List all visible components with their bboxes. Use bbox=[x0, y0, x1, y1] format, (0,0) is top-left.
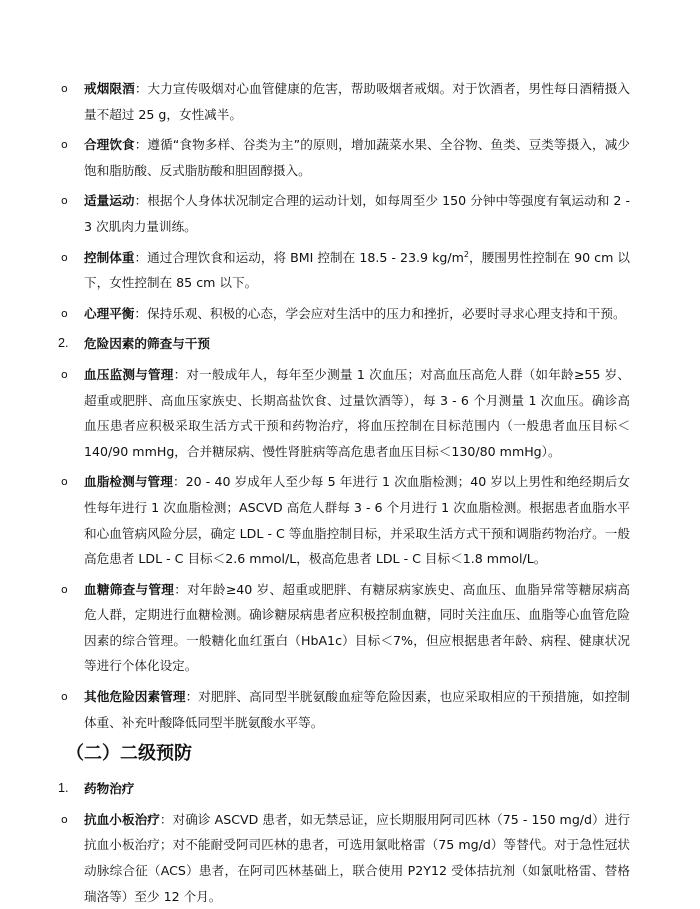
hollow-circle-icon: o bbox=[61, 582, 68, 596]
numbered-heading-text: 危险因素的筛查与干预 bbox=[84, 336, 210, 352]
item-text: ：对确诊 ASCVD 患者，如无禁忌证，应长期服用阿司匹林（75 - 150 mg/d）进行抗血小板治疗；对不能耐受阿司匹林的患者，可选用氯吡格雷（75 mg/d）等替代。对于急性冠状动脉综合征（ACS）患者，在阿司匹林基础上，联合使用 P2Y12 受体拮抗剂（如氯吡格雷、替格瑞洛等）至少 12 个月。 bbox=[84, 811, 631, 904]
numbered-heading-text: 药物治疗 bbox=[84, 781, 135, 797]
item-term: 心理平衡 bbox=[84, 305, 135, 321]
hollow-circle-icon: o bbox=[61, 82, 68, 95]
numbered-heading-medication bbox=[58, 776, 630, 802]
item-text: ：对年龄≥40 岁、超重或肥胖、有糖尿病家族史、高血压、血脂异常等糖尿病高危人群，定期进行血糖检测。确诊糖尿病患者应积极控制血糖，同时关注血压、血脂等心血管危险因素的综合管理。一般糖化血红蛋白（HbA1c）目标＜7%，但应根据患者年龄、病程、健康状况等进行个体化设定。 bbox=[84, 581, 630, 674]
hollow-circle-icon: o bbox=[61, 138, 68, 152]
list-item-blood-pressure bbox=[58, 362, 630, 464]
item-text: ：大力宣传吸烟对心血管健康的危害，帮助吸烟者戒烟。对于饮酒者，男性每日酒精摄入量不超过 25 g，女性减半。 bbox=[84, 81, 631, 122]
section-heading-secondary-prevention: （二）二级预防 bbox=[66, 743, 192, 765]
item-text: ：对一般成年人，每年至少测量 1 次血压；对高血压高危人群（如年龄≥55 岁、超重或肥胖、高血压家族史、长期高盐饮食、过量饮酒等），每 3 - 6 个月测量 1 次血压。确诊高血压患者应积极采取生活方式干预和药物治疗，将血压控制在目标范围内（一般患者血压目标＜140/90 mmHg，合并糖尿病、慢性肾脏病等高危患者血压目标＜130/80 mmHg）。 bbox=[84, 366, 630, 459]
list-item-smoking-alcohol bbox=[58, 76, 630, 127]
item-term: 其他危险因素管理 bbox=[84, 689, 186, 705]
item-text-after: ，腰围男性控制在 90 cm 以下，女性控制在 85 cm 以下。 bbox=[84, 249, 631, 291]
list-item-exercise bbox=[58, 188, 630, 239]
hollow-circle-icon: o bbox=[61, 475, 68, 489]
item-term: 血脂检测与管理 bbox=[84, 474, 173, 490]
item-term: 控制体重 bbox=[84, 249, 135, 265]
item-text: ：对肥胖、高同型半胱氨酸血症等危险因素，也应采取相应的干预措施，如控制体重、补充叶酸降低同型半胱氨酸水平等。 bbox=[84, 689, 631, 730]
item-text: ：遵循“食物多样、谷类为主”的原则，增加蔬菜水果、全谷物、鱼类、豆类等摄入，减少饱和脂肪酸、反式脂肪酸和胆固醇摄入。 bbox=[84, 137, 630, 178]
hollow-circle-icon: o bbox=[61, 690, 68, 704]
list-item-blood-lipid bbox=[58, 469, 630, 571]
hollow-circle-icon: o bbox=[61, 367, 68, 381]
item-text: ：根据个人身体状况制定合理的运动计划，如每周至少 150 分钟中等强度有氧运动和 2 - 3 次肌肉力量训练。 bbox=[84, 193, 631, 234]
item-text: ：保持乐观、积极的心态，学会应对生活中的压力和挫折，必要时寻求心理支持和干预。 bbox=[134, 305, 626, 321]
list-item-diet bbox=[58, 132, 630, 183]
list-item-blood-glucose bbox=[58, 577, 630, 679]
item-text: ：20 - 40 岁成年人至少每 5 年进行 1 次血脂检测；40 岁以上男性和绝经期后女性每年进行 1 次血脂检测；ASCVD 高危人群每 3 - 6 个月进行 1 次血脂检测。根据患者血脂水平和心血管病风险分层，确定 LDL - C 等血脂控制目标，并采取生活方式干预和调脂药物治疗。一般高危患者 LDL - C 目标＜2.6 mmol/L，极高危患者 LDL - C 目标＜1.8 mmol/L。 bbox=[84, 474, 631, 567]
hollow-circle-icon: o bbox=[61, 194, 68, 208]
hollow-circle-icon: o bbox=[61, 812, 68, 826]
numbered-heading-screening bbox=[58, 331, 630, 357]
list-item-weight bbox=[58, 245, 630, 296]
item-term: 适量运动 bbox=[84, 193, 135, 209]
item-term: 合理饮食 bbox=[84, 137, 135, 153]
item-superscript: 2 bbox=[463, 249, 469, 259]
list-item-mental bbox=[58, 301, 630, 327]
list-item-other-risk bbox=[58, 684, 630, 735]
item-term: 血糖筛查与管理 bbox=[84, 581, 175, 597]
list-item-antiplatelet bbox=[58, 807, 630, 909]
item-term: 血压监测与管理 bbox=[84, 366, 174, 382]
list-number: 1. bbox=[58, 781, 69, 796]
item-term: 戒烟限酒 bbox=[84, 81, 135, 96]
item-text-before: ：通过合理饮食和运动，将 BMI 控制在 18.5 - 23.9 kg/m bbox=[134, 249, 464, 265]
item-term: 抗血小板治疗 bbox=[84, 811, 160, 827]
list-number: 2. bbox=[58, 336, 69, 351]
hollow-circle-icon: o bbox=[61, 250, 68, 264]
hollow-circle-icon: o bbox=[61, 306, 68, 320]
